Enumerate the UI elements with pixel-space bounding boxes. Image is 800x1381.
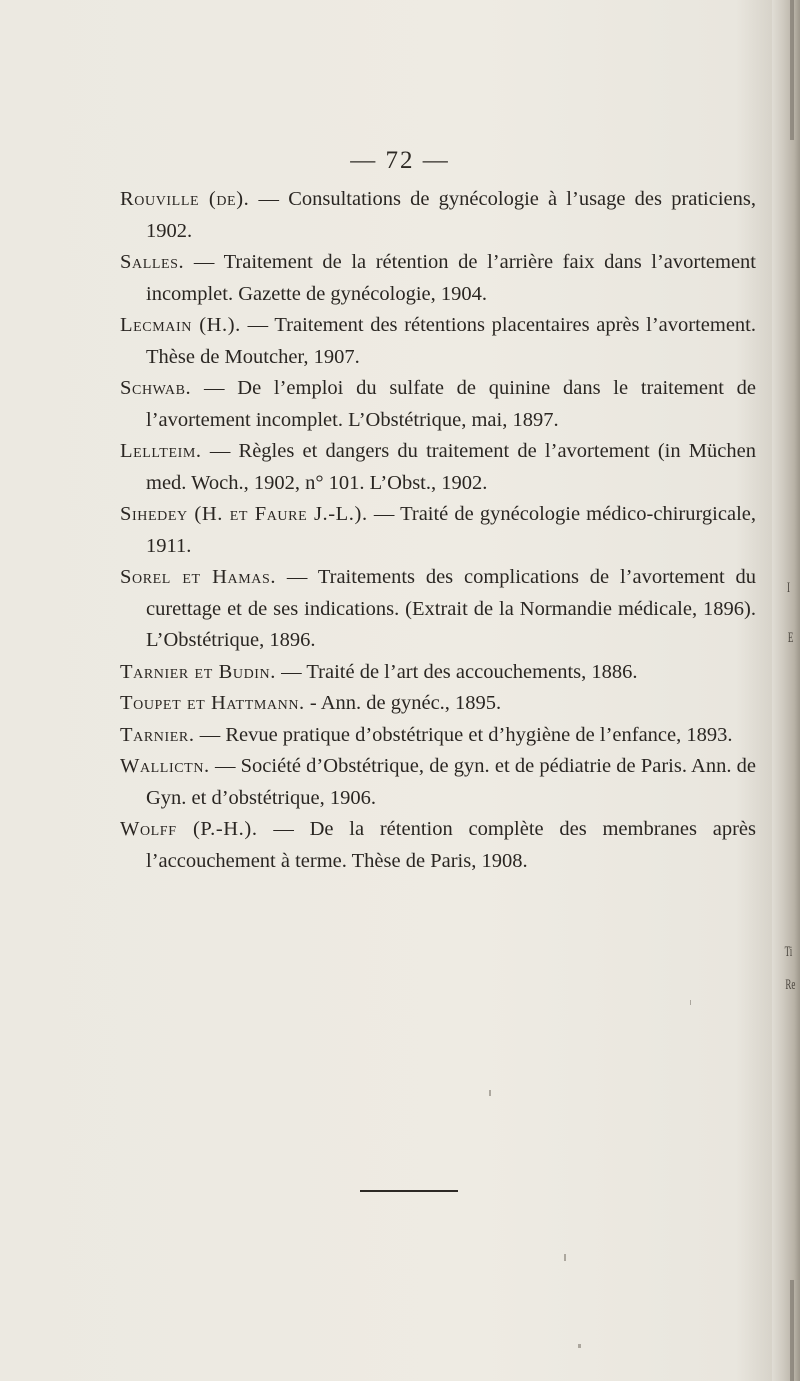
entry-author: Sorel et Hamas.: [120, 566, 277, 588]
entry-author: Tarnier et Budin.: [120, 660, 276, 683]
entry-text: — Consultations de gynécologie à l’usage des praticiens, 1902.: [146, 188, 757, 242]
paper-speck: [578, 1344, 581, 1348]
paper-speck: [489, 1090, 491, 1096]
entry-author: Lecmain (H.).: [120, 314, 241, 336]
entry-author: Salles.: [120, 251, 185, 273]
bibliography-entry: [120, 247, 756, 310]
entry-author: Lellteim.: [120, 440, 202, 462]
bibliography-entry: [120, 373, 756, 436]
margin-mark: E: [787, 630, 794, 646]
section-rule: [360, 1190, 458, 1192]
entry-author: Sihedey (H. et Faure J.-L.).: [120, 503, 368, 525]
bibliography-entry: [120, 814, 756, 877]
page-number: — 72 —: [350, 147, 450, 174]
entry-text: — Traitement des rétentions placentaires après l’avortement. Thèse de Moutcher, 1907.: [146, 314, 756, 368]
paper-speck: [690, 1000, 691, 1005]
bibliography-entry: [120, 499, 756, 562]
bibliography-entry: [120, 436, 756, 499]
entry-text: — Règles et dangers du traitement de l’avortement (in Müchen med. Woch., 1902, n° 101. L’Obst., 1902.: [146, 440, 756, 494]
entry-text: — Traité de l’art des accouchements, 1886.: [281, 660, 638, 683]
entry-text: - Ann. de gynéc., 1895.: [309, 692, 502, 714]
margin-mark: I: [787, 580, 790, 596]
entry-text: — Traité de gynécologie médico-chirurgicale, 1911.: [146, 503, 756, 557]
entry-text: — Revue pratique d’obstétrique et d’hygiène de l’enfance, 1893.: [199, 723, 733, 746]
entry-author: Rouville (de).: [120, 188, 250, 210]
bibliography-entry: [120, 657, 756, 689]
entry-text: — De la rétention complète des membranes après l’accouchement à terme. Thèse de Paris, 1908.: [146, 818, 756, 872]
paper-speck: [564, 1254, 566, 1261]
bibliography-entry: [120, 688, 756, 720]
bibliography-entry: [120, 751, 756, 814]
edge-shadow: [790, 1280, 794, 1381]
entry-author: Tarnier.: [120, 723, 195, 746]
entry-author: Wallictn.: [120, 755, 210, 777]
bibliography-entry: [120, 310, 756, 373]
margin-mark: Re: [785, 977, 796, 993]
page-edge: [772, 0, 800, 1381]
entry-text: — Société d’Obstétrique, de gyn. et de pédiatrie de Paris. Ann. de Gyn. et d’obstétrique, 1906.: [146, 755, 756, 809]
entry-author: Toupet et Hattmann.: [120, 692, 305, 714]
bibliography-list: [120, 184, 756, 877]
bibliography-entry: [120, 184, 756, 247]
bibliography-entry: [120, 562, 756, 657]
entry-text: — Traitements des complications de l’avortement du curettage et de ses indications. (Extrait de la Normandie médicale, 1896). L’Obstétrique, 1896.: [146, 566, 756, 651]
entry-text: — Traitement de la rétention de l’arrière faix dans l’avortement incomplet. Gazette de gynécologie, 1904.: [146, 251, 756, 305]
entry-author: Schwab.: [120, 377, 192, 399]
entry-text: — De l’emploi du sulfate de quinine dans le traitement de l’avortement incomplet. L’Obstétrique, mai, 1897.: [146, 377, 756, 431]
bibliography-entry: [120, 720, 756, 752]
entry-author: Wolff (P.-H.).: [120, 818, 258, 840]
edge-shadow: [790, 0, 794, 140]
margin-mark: Ti: [784, 944, 793, 960]
